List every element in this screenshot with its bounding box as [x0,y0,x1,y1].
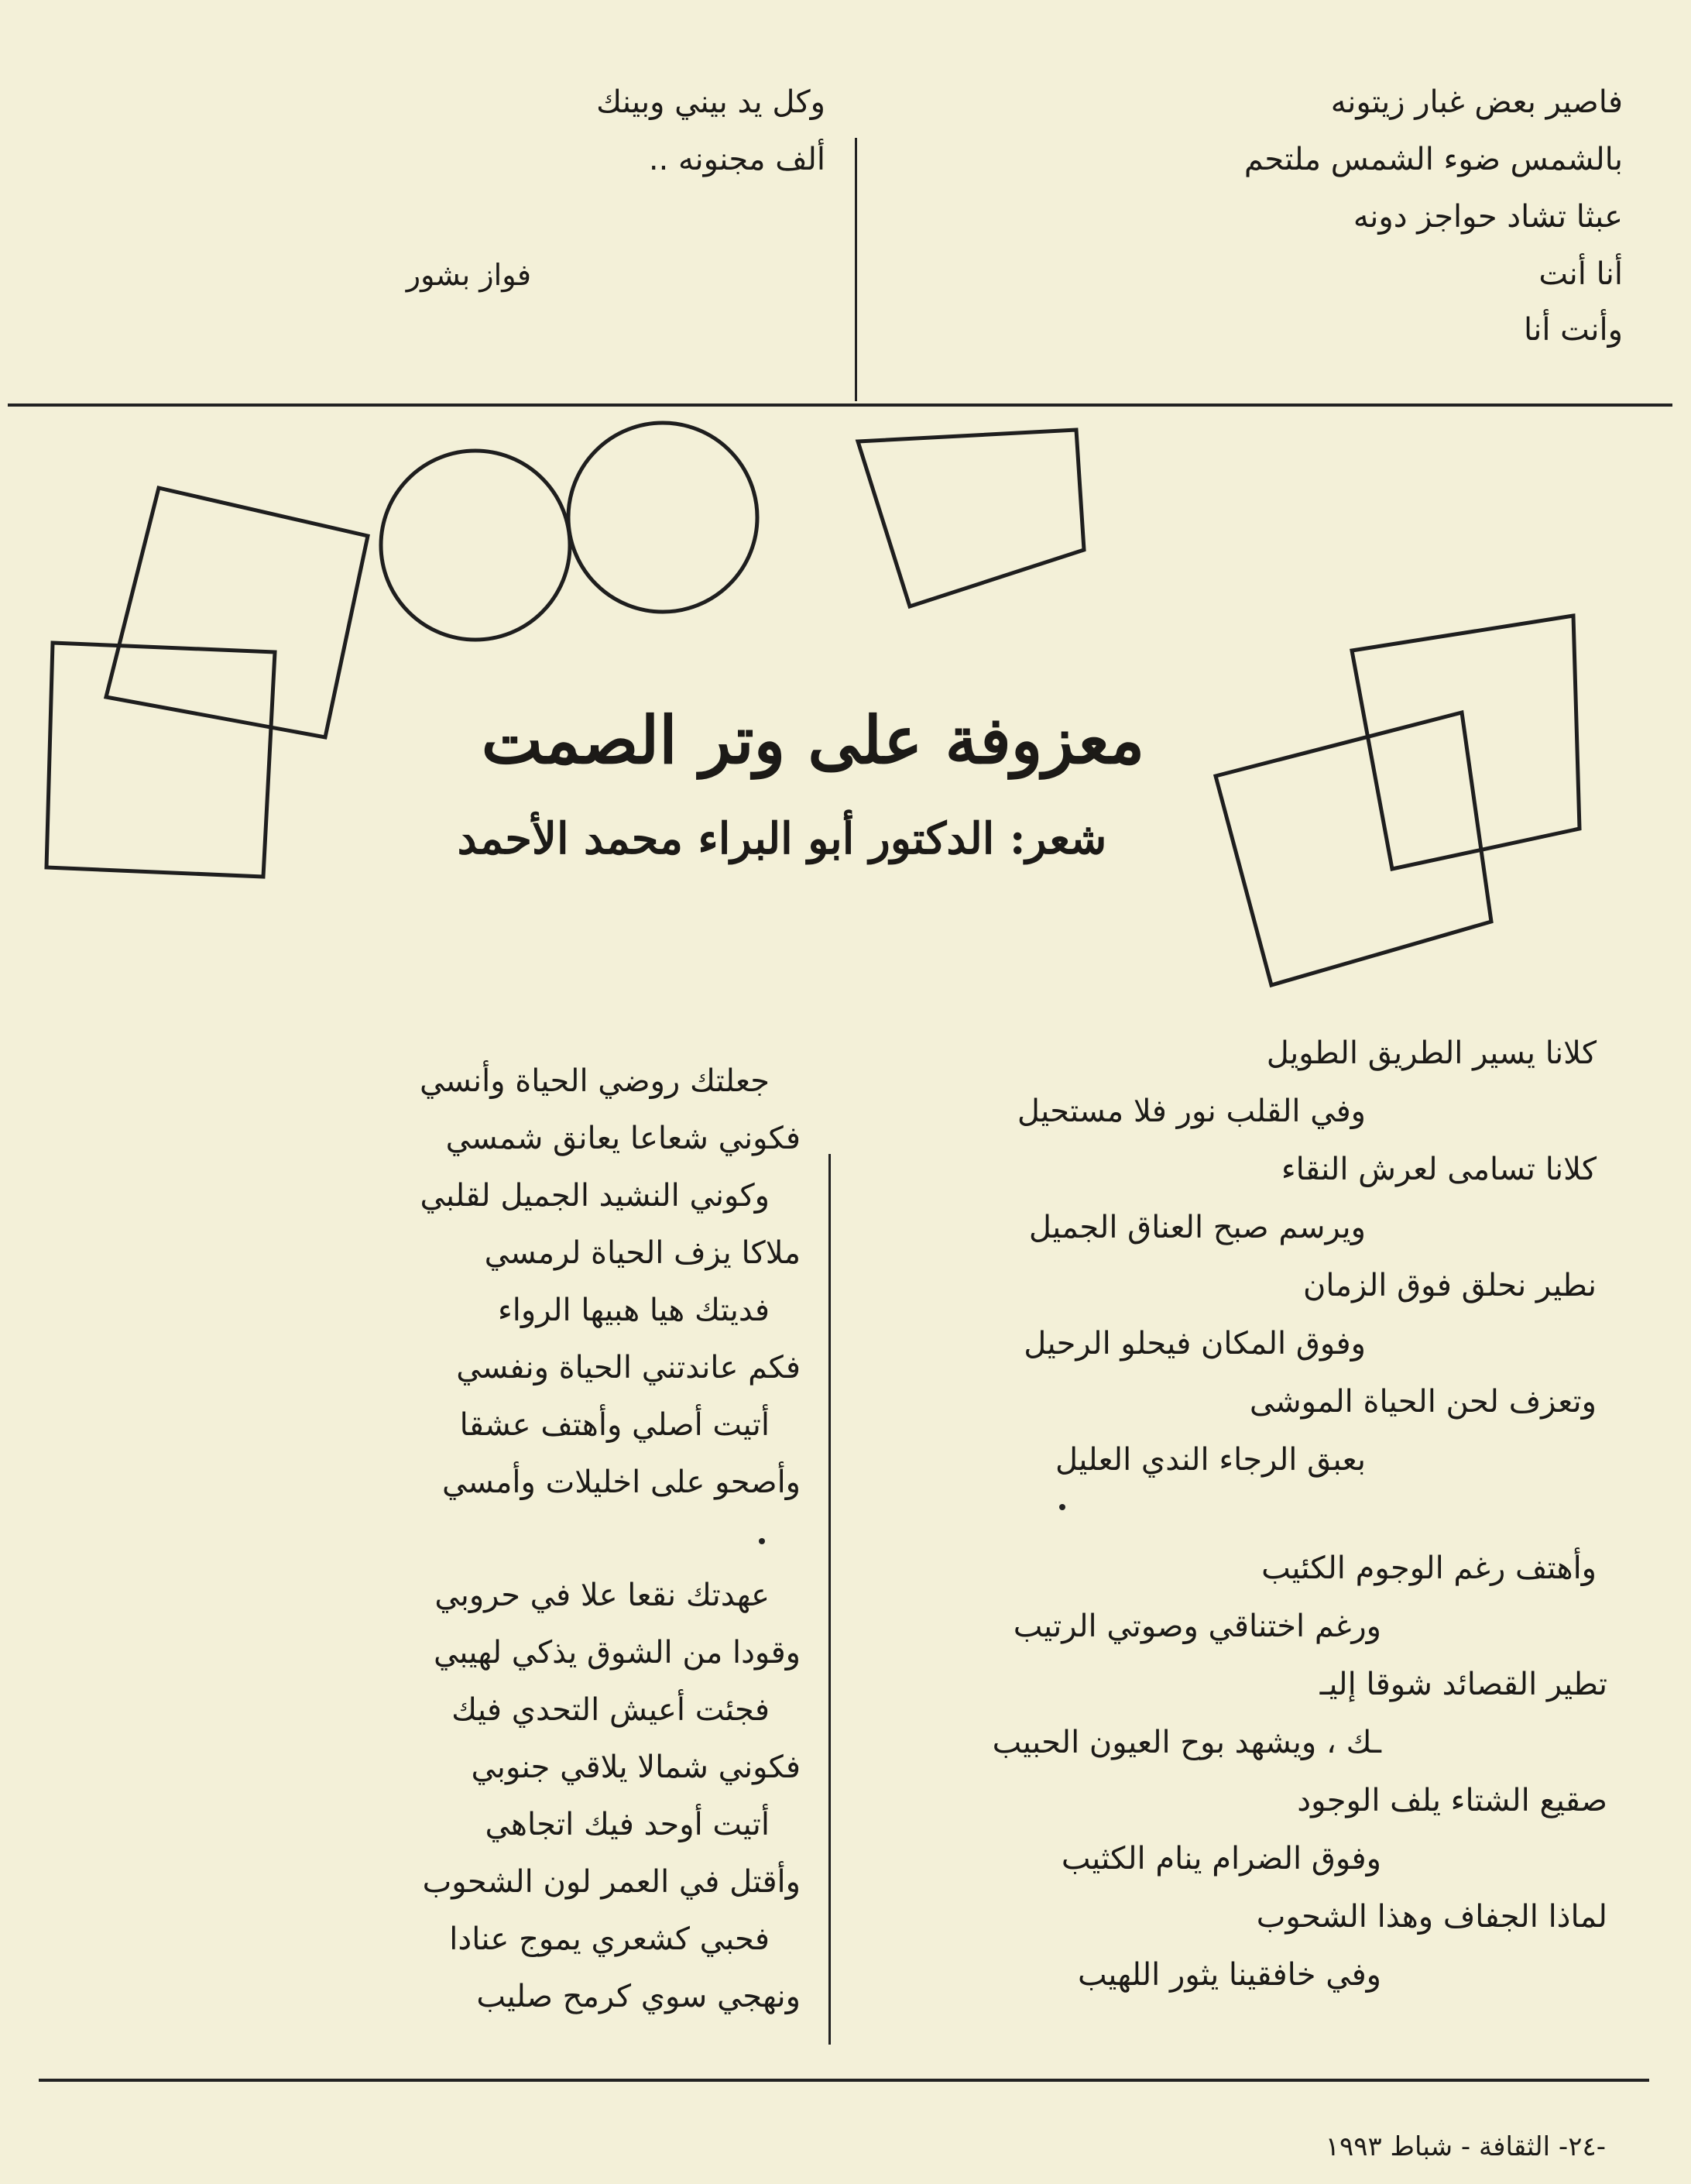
verse-line: وأنت أنا [1524,312,1623,348]
verse-line: فحبي كشعري يموج عنادا [449,1921,770,1957]
page-footer: -٢٤- الثقافة - شباط ١٩٩٣ [1325,2131,1606,2162]
verse-line: وكل يد بيني وبينك [596,84,825,120]
stanza-separator [759,1538,765,1544]
verse-line: كلانا يسير الطريق الطويل [1266,1035,1597,1071]
verse-line: عهدتك نقعا علا في حروبي [434,1578,770,1613]
verse-line: كلانا تسامى لعرش النقاء [1281,1152,1597,1187]
verse-line: وأقتل في العمر لون الشحوب [422,1864,801,1900]
verse-line: أتيت أصلي وأهتف عشقا [459,1407,770,1443]
bottom-divider [39,2079,1649,2082]
verse-line: وتعزف لحن الحياة الموشى [1249,1384,1597,1420]
verse-line: ـك ، ويشهد بوح العيون الحبيب [992,1725,1381,1760]
verse-line: ونهجي سوي كرمح صليب [476,1979,801,2014]
verse-line: نطير نحلق فوق الزمان [1303,1268,1597,1303]
verse-line: فديتك هيا هبيها الرواء [498,1293,770,1328]
verse-line: فاصير بعض غبار زيتونه [1330,84,1623,120]
verse-line: وفوق المكان فيحلو الرحيل [1024,1326,1366,1362]
verse-line: وفوق الضرام ينام الكثيب [1061,1841,1381,1877]
verse-line: بعبق الرجاء الندي العليل [1055,1442,1366,1478]
verse-line: ألف مجنونه .. [648,142,825,177]
verse-line: ورغم اختناقي وصوتي الرتيب [1013,1609,1381,1644]
verse-line: لماذا الجفاف وهذا الشحوب [1256,1899,1607,1935]
poem-byline: شعر: الدكتور أبو البراء محمد الأحمد [457,813,1107,864]
verse-line: عبثا تشاد حواجز دونه [1353,199,1623,235]
verse-line: وكوني النشيد الجميل لقلبي [420,1178,770,1214]
verse-line: فجئت أعيش التحدي فيك [451,1692,770,1728]
verse-line: فكوني شمالا يلاقي جنوبي [471,1750,801,1785]
verse-line: أنا أنت [1538,256,1623,292]
poem-title: معزوفة على وتر الصمت [481,702,1145,778]
verse-line: فكم عاندتني الحياة ونفسي [456,1350,801,1386]
verse-line: وقودا من الشوق يذكي لهيبي [433,1635,801,1671]
verse-line: فكوني شعاعا يعانق شمسي [445,1121,801,1156]
verse-line: جعلتك روضي الحياة وأنسي [419,1063,770,1099]
verse-line: صقيع الشتاء يلف الوجود [1297,1783,1607,1818]
verse-line: وأصحو على اخليلات وأمسي [441,1465,801,1500]
verse-line: أتيت أوحد فيك اتجاهي [485,1807,770,1842]
verse-line: بالشمس ضوء الشمس ملتحم [1243,142,1623,177]
verse-line: وفي خافقينا يثور اللهيب [1077,1957,1381,1993]
verse-line: وأهتف رغم الوجوم الكئيب [1261,1550,1597,1586]
verse-line: تطير القصائد شوقا إليـ [1319,1667,1607,1702]
verse-line: ويرسم صبح العناق الجميل [1028,1210,1366,1245]
author-name: فواز بشور [406,258,531,292]
verse-line: ملاكا يزف الحياة لرمسي [484,1235,801,1271]
verse-line: وفي القلب نور فلا مستحيل [1017,1094,1366,1129]
